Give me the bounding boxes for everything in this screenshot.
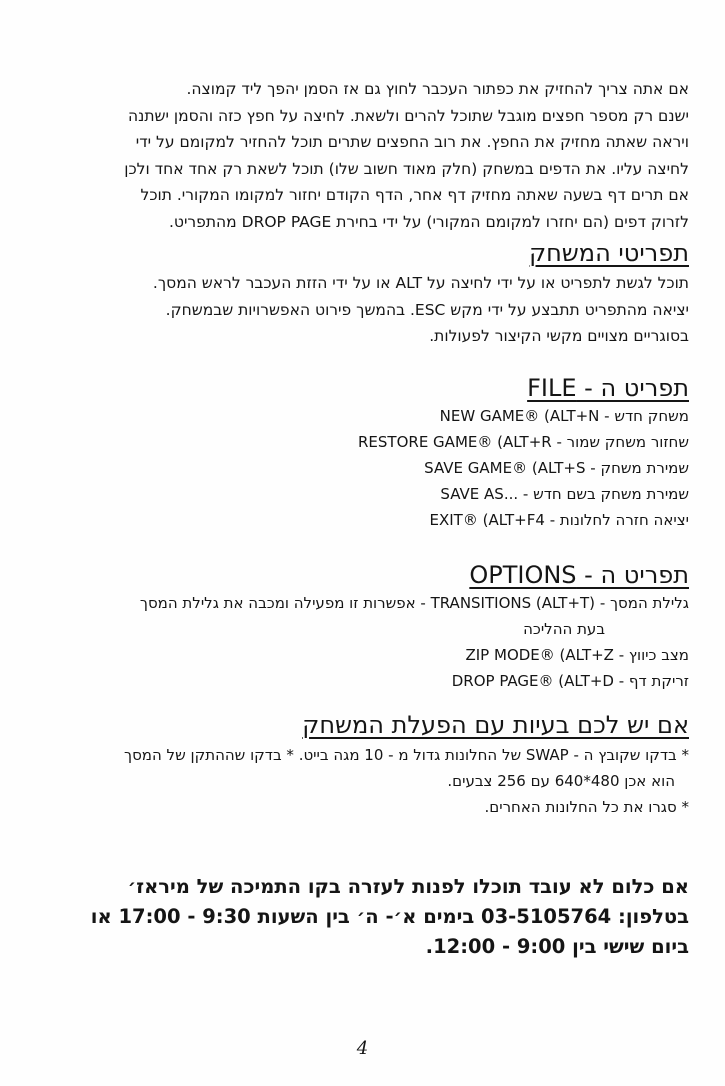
file-menu-item-new-game: משחק חדש - NEW GAME® (ALT+N <box>439 407 689 425</box>
support-line: בטלפון: 03-5105764 בימים א׳- ה׳ בין השעות 9:30 - 17:00 או <box>90 905 689 928</box>
options-menu-item-transitions-cont: בעת ההליכה <box>523 620 605 638</box>
menus-line: בסוגריים מצויים מקשי הקיצור לפעולות. <box>429 327 689 345</box>
intro-paragraph <box>29 76 689 235</box>
intro-line: ויראה שאתה מחזיק את החפץ. את רוב החפצים שתרים תוכל להחזיר למקומם על ידי <box>135 133 689 151</box>
file-menu-list <box>29 403 689 533</box>
troubleshoot-list <box>29 742 689 820</box>
file-menu-heading: תפריט ה - FILE <box>527 374 689 402</box>
intro-line: אם תרים דף בשעה שאתה מחזיק דף אחר, הדף הקודם יחזור למקומו המקורי. תוכל <box>140 186 689 204</box>
troubleshoot-heading: אם יש לכם בעיות עם הפעלת המשחק <box>302 711 689 739</box>
file-menu-item-exit: יציאה חזרה לחלונות - EXIT® (ALT+F4 <box>429 511 689 529</box>
game-menus-heading: תפריטי המשחק <box>529 239 689 267</box>
file-menu-item-restore-game: שחזור משחק שמור - RESTORE GAME® (ALT+R <box>358 433 689 451</box>
page-number: 4 <box>356 1038 369 1059</box>
file-menu-item-save-as: שמירת משחק בשם חדש - ...SAVE AS <box>440 485 689 503</box>
support-line: אם כלום לא עובד תוכלו לפנות לעזרה בקו התמיכה של מיראז׳ <box>127 875 689 898</box>
options-menu-item-transitions: גלילת המסך - TRANSITIONS (ALT+T) - אפשרות זו מפעילה ומכבה את גלילת המסך <box>139 594 689 612</box>
menus-line: יציאה מהתפריט תתבצע על ידי מקש ESC. בהמשך פירוט האפשרויות שבמשחק. <box>165 300 689 319</box>
intro-line: אם אתה צריך להחזיק את כפתור העכבר לחוץ גם אז הסמן יהפך ליד קמוצה. <box>186 80 689 98</box>
troubleshoot-line: * סגרו את כל החלונות האחרים. <box>484 798 689 816</box>
options-menu-list <box>29 590 689 694</box>
troubleshoot-line: הוא אכן 480*640 עם 256 צבעים. <box>447 772 675 790</box>
options-menu-item-zip-mode: מצב כיווץ - ZIP MODE® (ALT+Z <box>465 646 689 664</box>
menus-line: תוכל לגשת לתפריט או על ידי לחיצה על ALT או על ידי הזזת העכבר לראש המסך. <box>152 274 689 292</box>
options-menu-heading: תפריט ה - OPTIONS <box>469 561 689 589</box>
troubleshoot-line: * בדקו שקובץ ה - SWAP של החלונות גדול מ - 10 מגה בייט. * בדקו שההתקן של המסך <box>124 746 689 764</box>
intro-line: ישנם רק מספר חפצים מוגבל שתוכל להרים ולשאת. לחיצה על חפץ כזה והסמן ישתנה <box>128 106 689 125</box>
options-menu-item-drop-page: זריקת דף - DROP PAGE® (ALT+D <box>451 672 689 690</box>
intro-line: לזרוק דפים (הם יחזרו למקומם המקורי) על ידי בחירת DROP PAGE מהתפריט. <box>168 212 689 231</box>
support-block <box>29 872 689 962</box>
intro-line: לחיצה עליו. את הדפים במשחק (חלק מאוד חשוב שלו) תוכל לשאת רק אחד אחד ולכן <box>124 159 689 178</box>
file-menu-item-save-game: שמירת משחק - SAVE GAME® (ALT+S <box>424 459 689 477</box>
game-menus-paragraph <box>29 270 689 350</box>
support-line: ביום שישי בין 9:00 - 12:00. <box>425 935 689 958</box>
